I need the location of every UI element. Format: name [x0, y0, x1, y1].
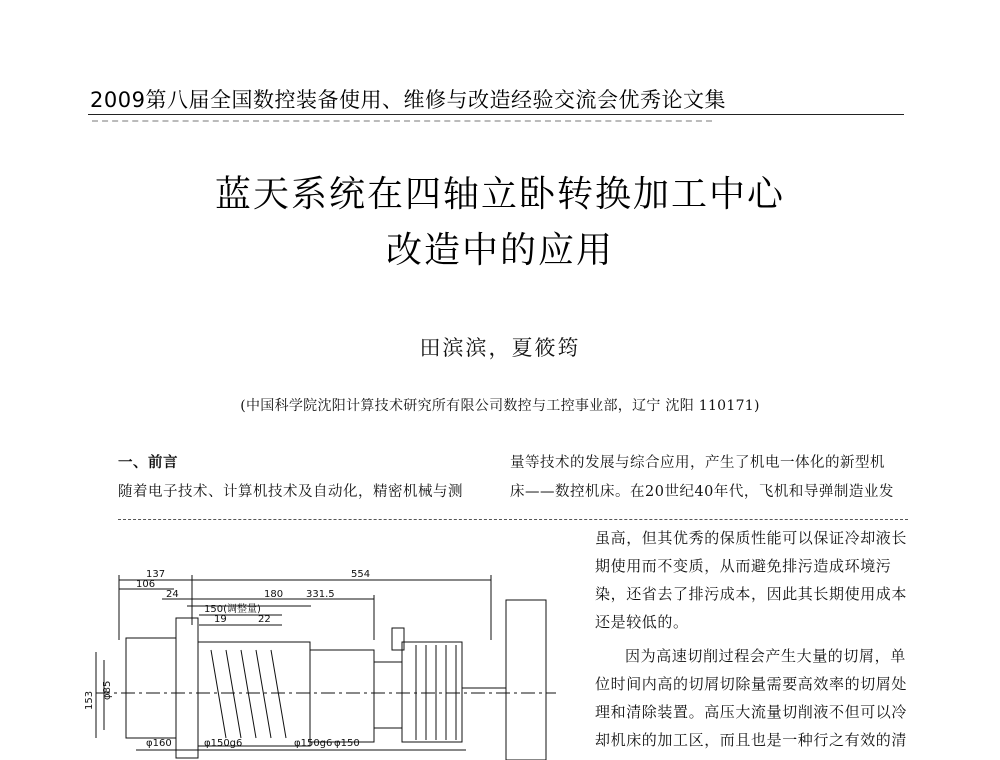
paper-title-line2: 改造中的应用: [385, 230, 614, 271]
body-text-line: 因为高速切削过程会产生大量的切屑，单: [625, 647, 906, 665]
flange: [176, 618, 198, 758]
dim-label: 24: [166, 589, 179, 600]
paper-title-line1: 蓝天系统在四轴立卧转换加工中心: [214, 174, 785, 215]
body-text-line: 位时间内高的切屑切除量需要高效率的切屑处: [595, 675, 908, 693]
wall-mount: [506, 600, 546, 760]
dim-label: 106: [136, 579, 156, 590]
dim-label: 137: [146, 569, 166, 580]
rear-housing: [374, 662, 402, 728]
header-underline-artifact: [92, 120, 712, 122]
diameter-label: φ85: [102, 680, 113, 700]
body-text-line: 却机床的加工区，而且也是一种行之有效的清: [595, 731, 908, 749]
section-heading: 一、前言: [118, 454, 178, 471]
body-text-line: 还是较低的。: [595, 613, 689, 631]
bottom-label: φ150: [334, 738, 360, 749]
bottom-label: φ150g6: [204, 738, 243, 749]
left-column-line: 随着电子技术、计算机技术及自动化，精密机械与测: [118, 484, 463, 500]
header-rule: [88, 114, 904, 115]
proceedings-header: 2009第八届全国数控装备使用、维修与改造经验交流会优秀论文集: [90, 88, 726, 112]
affiliation: (中国科学院沈阳计算技术研究所有限公司数控与工控事业部，辽宁 沈阳 110171): [240, 398, 760, 414]
page-break-separator: [118, 519, 908, 520]
dim-label: 150(调整量): [204, 604, 261, 615]
bottom-label: φ160: [146, 738, 172, 749]
spindle-housing: [198, 642, 310, 746]
spring-coils: [211, 650, 286, 738]
spindle-technical-drawing: [86, 560, 566, 760]
body-text-line: 染，还省去了排污成本，因此其长期使用成本: [595, 585, 908, 603]
side-label: 153: [84, 690, 95, 710]
dim-label: 554: [351, 569, 371, 580]
bottom-label: φ150g6: [294, 738, 333, 749]
dim-label: 19: [214, 614, 227, 625]
bearing-housing: [310, 650, 374, 742]
dim-label: 331.5: [306, 589, 335, 600]
authors: 田滨滨，夏筱筠: [419, 336, 581, 360]
body-text-line: 期使用而不变质，从而避免排污造成环境污: [595, 557, 892, 575]
dim-label: 180: [264, 589, 284, 600]
right-column-line: 量等技术的发展与综合应用，产生了机电一体化的新型机: [510, 455, 885, 471]
right-column-line: 床——数控机床。在20世纪40年代，飞机和导弹制造业发: [510, 484, 894, 500]
dim-label: 22: [258, 614, 271, 625]
spindle-nose: [126, 638, 176, 738]
motor-coupling: [402, 642, 462, 742]
body-text-line: 理和清除装置。高压大流量切削液不但可以冷: [595, 703, 908, 721]
body-text-line: 虽高，但其优秀的保质性能可以保证冷却液长: [595, 529, 908, 547]
